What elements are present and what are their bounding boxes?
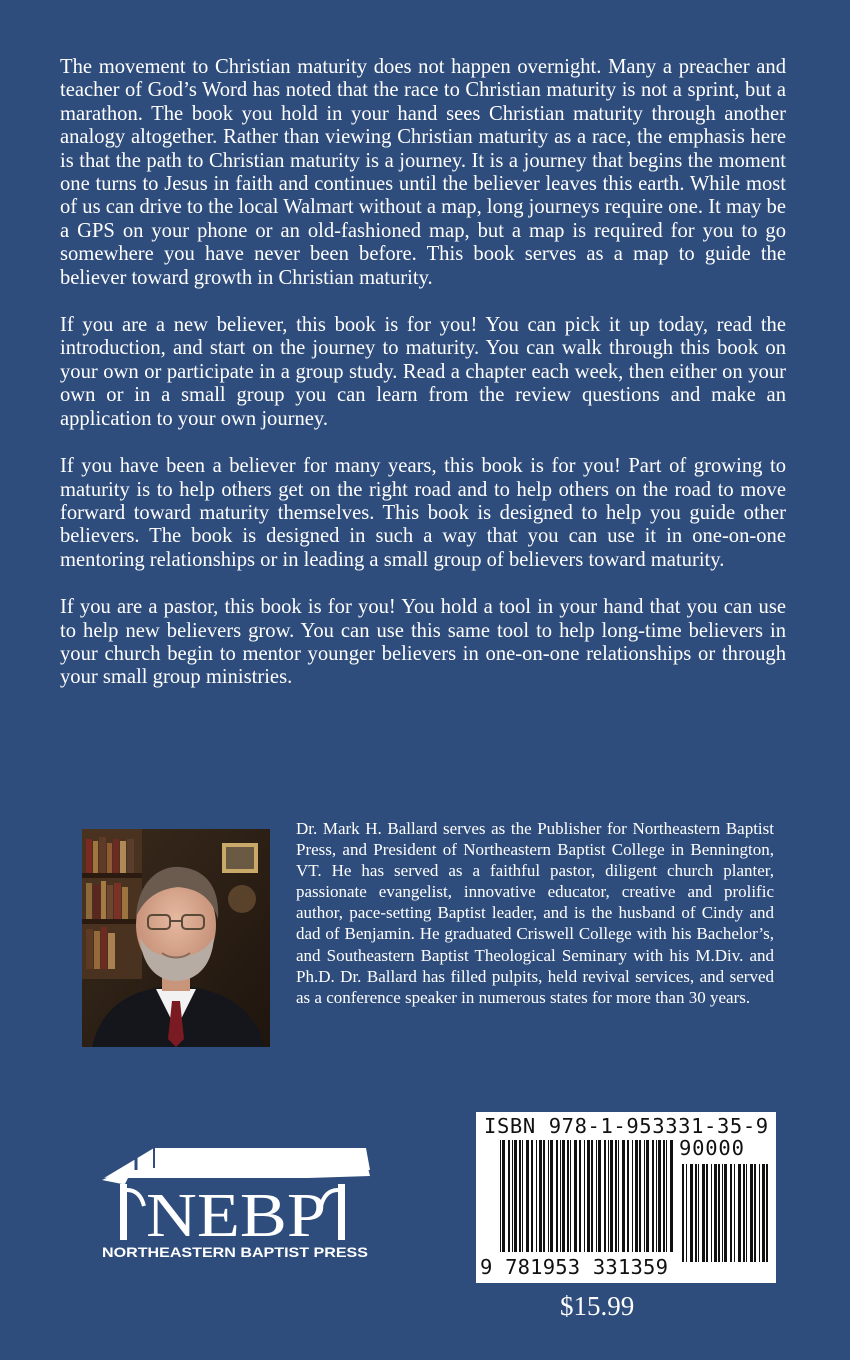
back-cover-blurb [60,56,786,714]
isbn-label: ISBN 978-1-953331-35-9 [484,1114,769,1138]
publisher-name: NORTHEASTERN BAPTIST PRESS [102,1244,368,1260]
author-bio: Dr. Mark H. Ballard serves as the Publisher for Northeastern Baptist Press, and President of Northeastern Baptist College in Bennington, VT. He has served as a faithful pastor, diligent church planter, passionate evangelist, innovative educator, creative and prolific author, pace-setting Baptist leader, and is the husband of Cindy and dad of Benjamin. He graduated Criswell College with his Bachelor’s, and Southeastern Baptist Theological Seminary with his M.Div. and Ph.D. Dr. Ballard has filled pulpits, held revival services, and served as a conference speaker in numerous states for more than 30 years. [296,819,774,1007]
blurb-paragraph-3: If you have been a believer for many years, this book is for you! Part of growing to maturity is to help others get on the right road and to help others on the road to move forward toward maturity themselves. This book is designed to help you guide other believers. The book is designed in such a way that you can use it in one-on-one mentoring relationships or in leading a small group of believers toward maturity. [60,455,786,571]
barcode-addon-code: 90000 [679,1136,745,1160]
blurb-paragraph-4: If you are a pastor, this book is for you! You hold a tool in your hand that you can use to help new believers grow. You can use this same tool to help long-time believers in your church begin to mentor younger believers in one-on-one relationships or through your small group ministries. [60,596,786,689]
blurb-paragraph-2: If you are a new believer, this book is for you! You can pick it up today, read the introduction, and start on the journey to maturity. You can walk through this book on your own or participate in a group study. Read a chapter each week, then either on your own or in a small group you can learn from the review questions and make an application to your own journey. [60,314,786,430]
blurb-paragraph-1: The movement to Christian maturity does not happen overnight. Many a preacher and teacher of God’s Word has noted that the race to Christian maturity is not a sprint, but a marathon. The book you hold in your hand sees Christian maturity through another analogy altogether. Rather than viewing Christian maturity as a race, the emphasis here is that the path to Christian maturity is a journey. It is a journey that begins the moment one turns to Jesus in faith and continues until the believer leaves this earth. While most of us can drive to the local Walmart without a map, long journeys require one. It may be a GPS on your phone or an old-fashioned map, but a map is required for you to go somewhere you have never been before. This book serves as a map to guide the believer toward growth in Christian maturity. [60,56,786,289]
publisher-logo-letters: NEBP [146,1182,326,1250]
isbn-barcode [476,1112,776,1283]
price: $15.99 [560,1291,635,1321]
author-photo [82,829,270,1047]
barcode-digits: 9 781953 331359 [480,1255,669,1279]
publisher-logo [100,1140,375,1260]
